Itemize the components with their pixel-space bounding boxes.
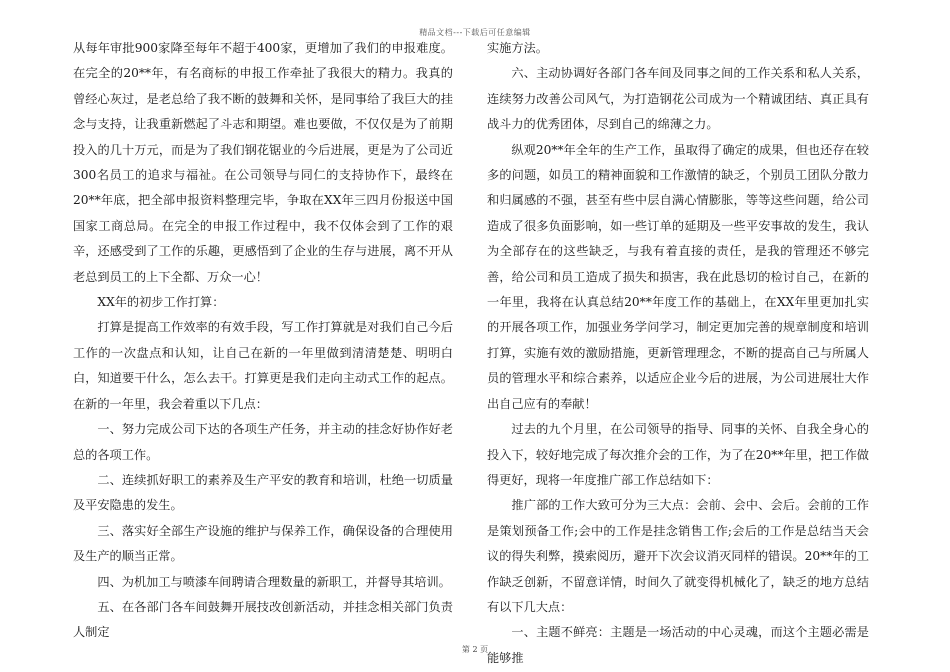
paragraph: 实施方法。 — [487, 41, 548, 55]
paragraph: 推广部的工作大致可分为三大点：会前、会中、会后。会前的工作是策划预备工作;会中的工作是挂念销售工作;会后的工作是总结当天会议的得失利弊，摸索阅历，避开下次会议消灭同样的错误。20**年的工作缺乏创新，不留意详情，时间久了就变得机械化了，缺乏的地方总结有以下几大点： — [487, 498, 869, 614]
right-column — [487, 36, 869, 671]
paragraph: 五、在各部门各车间鼓舞开展技改创新活动，并挂念相关部门负责人制定 — [73, 599, 453, 640]
paragraph: 打算是提高工作效率的有效手段，写工作打算就是对我们自己今后工作的一次盘点和认知，让自己在新的一年里做到清清楚楚、明明白白，知道要干什么，怎么去干。打算更是我们走向主动式工作的起点。在新的一年里，我会着重以下几点： — [73, 320, 453, 411]
paragraph: 四、为机加工与喷漆车间聘请合理数量的新职工，并督导其培训。 — [97, 574, 451, 589]
paragraph: XX年的初步工作打算： — [97, 295, 225, 310]
page-number: 第 2 页 — [461, 645, 489, 654]
left-column — [73, 36, 453, 646]
paragraph: 从每年审批900家降至每年不超于400家，更增加了我们的申报难度。在完全的20**年，有名商标的申报工作牵扯了我很大的精力。我真的曾经心灰过，是老总给了我不断的鼓舞和关怀，是同事给了我巨大的挂念与支持，让我重新燃起了斗志和期望。难也要做，不仅仅是为了前期投入的几十万元，而是为了我们钢花锯业的今后进展，更是为了公司近300名员工的追求与福祉。在公司领导与同仁的支持协作下，最终在20**年底，把全部申报资料整理完毕，争取在XX年三四月份报送中国国家工商总局。在完全的申报工作过程中，我不仅体会到了工作的艰辛，还感受到了工作的乐趣，更感悟到了企业的生存与进展，离不开从老总到员工的上下全都、万众一心！ — [73, 41, 453, 284]
paragraph: 一、主题不鲜亮：主题是一场活动的中心灵魂，而这个主题必需是能够推 — [487, 625, 869, 665]
paragraph: 过去的九个月里，在公司领导的指导、同事的关怀、自我全身心的投入下，较好地完成了每次推介会的工作，为了在20**年里，把工作做得更好，现将一年度推广部工作总结如下： — [487, 422, 869, 487]
page-header: 精品文档---下载后可任意编辑 — [419, 28, 531, 37]
paragraph: 三、落实好全部生产设施的维护与保养工作，确保设备的合理使用及生产的顺当正常。 — [73, 523, 453, 564]
paragraph: 二、连续抓好职工的素养及生产平安的教育和培训，杜绝一切质量及平安隐患的发生。 — [73, 472, 453, 513]
paragraph: 六、主动协调好各部门各车间及同事之间的工作关系和私人关系，连续努力改善公司风气，为打造钢花公司成为一个精诚团结、真正具有战斗力的优秀团体，尽到自己的绵薄之力。 — [487, 66, 869, 132]
paragraph: 纵观20**年全年的生产工作，虽取得了确定的成果，但也还存在较多的问题，如员工的精神面貌和工作激情的缺乏，个别员工团队分散力和归属感的不强，甚至有些中层自满心情膨胀，等等这些问题，给公司造成了很多负面影响，如一些订单的延期及一些平安事故的发生，我认为全部存在的这些缺乏，与我有着直接的责任，是我的管理还不够完善，给公司和员工造成了损失和损害，我在此恳切的检讨自己，在新的一年里，我将在认真总结20**年度工作的基础上，在XX年里更加扎实的开展各项工作，加强业务学问学习，制定更加完善的规章制度和培训打算，实施有效的激励措施，更新管理理念，不断的提高自己与所属人员的管理水平和综合素养，以适应企业今后的进展，为公司进展壮大作出自己应有的奉献！ — [487, 142, 869, 411]
paragraph: 一、努力完成公司下达的各项生产任务，并主动的挂念好协作好老总的各项工作。 — [73, 422, 453, 462]
